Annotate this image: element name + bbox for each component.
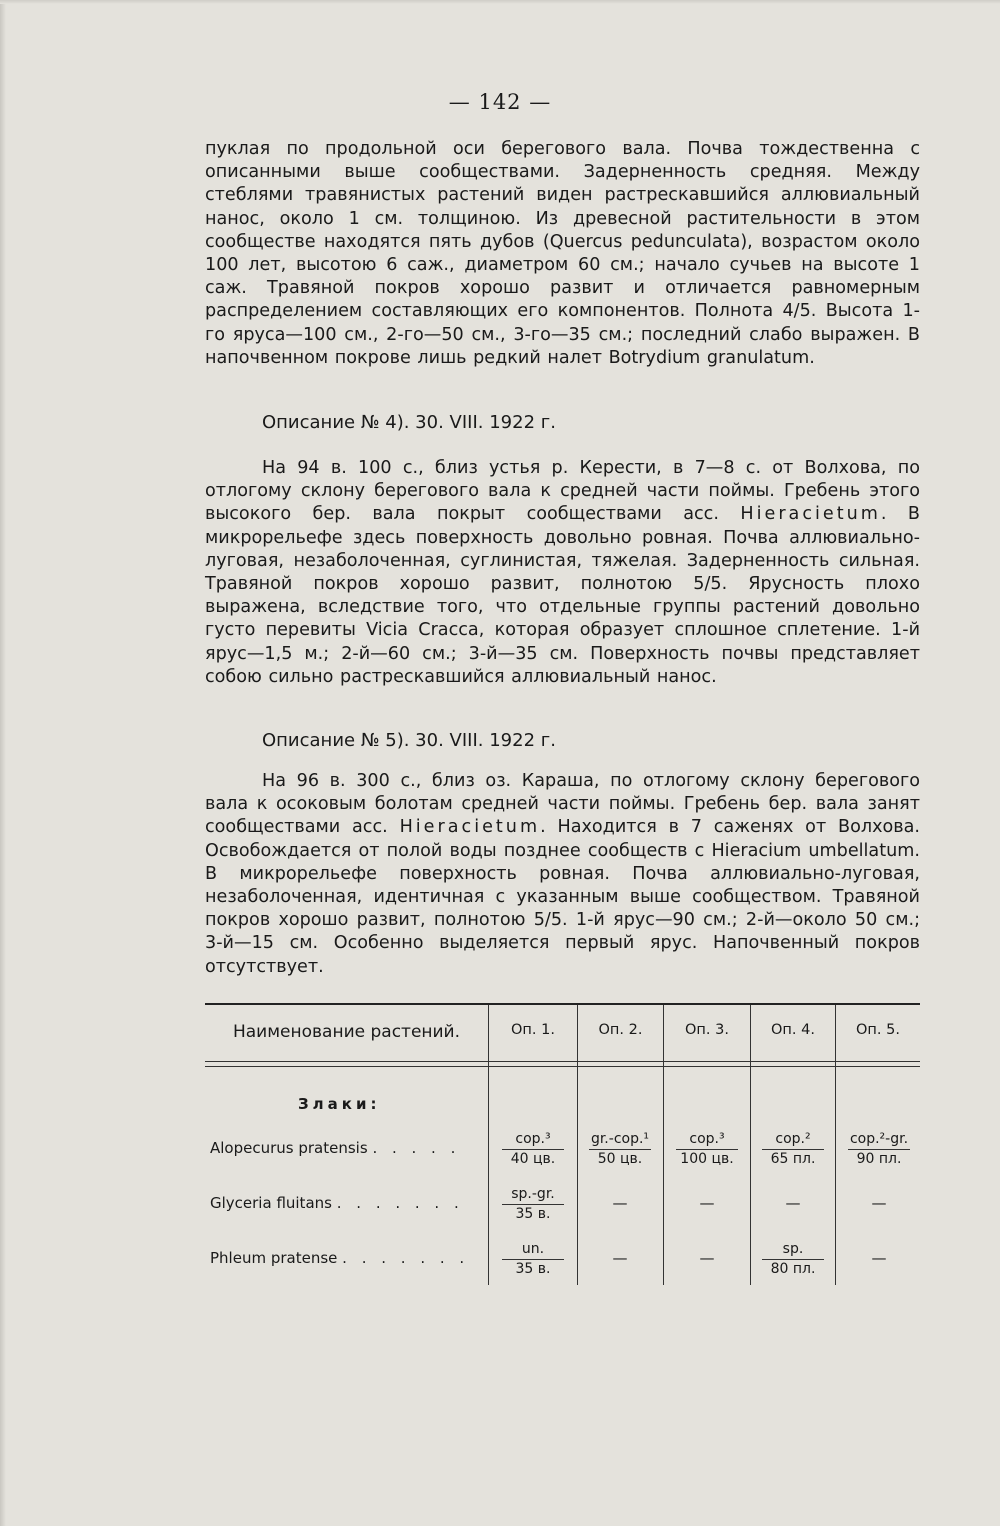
table-cell-empty: — xyxy=(612,1249,628,1267)
cell-height: 80 пл. xyxy=(762,1259,824,1278)
plant-name: Phleum pratense xyxy=(210,1249,338,1267)
paragraph-description-5 xyxy=(205,770,920,979)
cell-height: 65 пл. xyxy=(762,1149,824,1168)
association-name: Hieracietum xyxy=(740,504,881,525)
table-header-rule xyxy=(205,1061,920,1062)
plant-name: Alopecurus pratensis xyxy=(210,1139,368,1157)
cell-height: 90 пл. xyxy=(848,1149,910,1168)
table-header-rule-double xyxy=(205,1066,920,1067)
cell-height: 40 цв. xyxy=(502,1149,564,1168)
paragraph-text: . Находится в 7 саженях от Волхова. Освобождается от полой воды позднее сообществ с Hieracium umbellatum. В микрорельефе поверхность ровная. Почва аллювиально-луговая, незаболоченная, идентичная с указанным выше сообществом. Травяной покров хорошо развит, полнотою 5/5. 1-й ярус—90 см.; 2-й—около 50 см.; 3-й—15 см. Особенно выделяется первый ярус. Напочвенный покров отсутствует. xyxy=(205,817,920,977)
cell-height: 35 в. xyxy=(502,1204,564,1223)
table-cell xyxy=(751,1241,835,1278)
paragraph-text: На 94 в. 100 с., близ устья р. Керести, в 7—8 с. от Волхова, по отлогому склону берегового вала к средней части поймы. Гребень этого высокого бер. вала покрыт сообществами асс. xyxy=(205,458,920,525)
table-column-divider xyxy=(488,1005,489,1285)
paragraph-text: . В микрорельефе здесь поверхность довольно ровная. Почва аллювиально-луговая, незаболоченная, суглинистая, тяжелая. Задерненность сильная. Травяной покров хорошо развит, полнотою 5/5. Ярусность плохо выражена, вследствие того, что отдельные группы растений довольно густо перевиты Vicia Cracca, которая образует сплошное сплетение. 1-й ярус—1,5 м.; 2-й—60 см.; 3-й—35 см. Поверхность почвы представляет собою сильно растрескавшийся аллювиальный нанос. xyxy=(205,504,920,687)
paragraph-text: На 96 в. 300 с., близ оз. Караша, по отлогому склону берегового вала к осоковым болотам средней части поймы. Гребень бер. вала занят сообществами асс. xyxy=(205,771,920,838)
table-cell-empty: — xyxy=(612,1194,628,1212)
table-cell-empty: — xyxy=(699,1194,715,1212)
cell-abundance: un. xyxy=(521,1241,545,1257)
cell-abundance: cop.²-gr. xyxy=(849,1131,909,1147)
table-row-plant-name xyxy=(210,1139,460,1157)
paragraph-description-4 xyxy=(205,457,920,689)
page-edge-shadow xyxy=(0,0,6,1526)
cell-abundance: sp.-gr. xyxy=(511,1186,555,1202)
table-column-divider xyxy=(663,1005,664,1285)
table-row-plant-name xyxy=(210,1249,469,1267)
cell-height: 50 цв. xyxy=(589,1149,651,1168)
leader-dots: . . . . . . . xyxy=(342,1249,470,1267)
leader-dots: . . . . . xyxy=(372,1139,461,1157)
table-cell xyxy=(751,1131,835,1168)
table-cell-empty: — xyxy=(871,1194,887,1212)
table-header-op3: Оп. 3. xyxy=(685,1022,729,1038)
plant-name: Glyceria fluitans xyxy=(210,1194,332,1212)
table-group-heading: Злаки: xyxy=(298,1095,381,1113)
paragraph-continued: пуклая по продольной оси берегового вала. Почва тождественна с описанными выше сообществами. Задерненность средняя. Между стеблями травянистых растений виден растрескавшийся аллювиальный нанос, около 1 см. толщиною. Из древесной растительности в этом сообществе находятся пять дубов (Quercus pedunculata), возрастом около 100 лет, высотою 6 саж., диаметром 60 см.; начало сучьев на высоте 1 саж. Травяной покров хорошо развит и отличается равномерным распределением составляющих его компонентов. Полнота 4/5. Высота 1-го яруса—100 см., 2-го—50 см., 3-го—35 см.; последний слабо выражен. В напочвенном покрове лишь редкий налет Botrydium granulatum. xyxy=(205,139,920,368)
table-cell xyxy=(578,1131,662,1168)
cell-abundance: sp. xyxy=(782,1241,804,1257)
table-top-rule xyxy=(205,1003,920,1005)
table-header-op5: Оп. 5. xyxy=(856,1022,900,1038)
table-cell-empty: — xyxy=(699,1249,715,1267)
cell-abundance: gr.-cop.¹ xyxy=(590,1131,650,1147)
cell-abundance: cop.³ xyxy=(689,1131,725,1147)
table-header-op4: Оп. 4. xyxy=(771,1022,815,1038)
table-cell xyxy=(837,1131,921,1168)
heading-description-4: Описание № 4). 30. VIII. 1922 г. xyxy=(262,412,556,433)
table-cell-empty: — xyxy=(785,1194,801,1212)
heading-description-5: Описание № 5). 30. VIII. 1922 г. xyxy=(262,730,556,751)
table-header-op2: Оп. 2. xyxy=(598,1022,643,1038)
table-column-divider xyxy=(835,1005,836,1285)
association-name: Hieracietum xyxy=(399,817,541,838)
leader-dots: . . . . . . . xyxy=(336,1194,464,1212)
table-cell xyxy=(491,1241,575,1278)
table-row-plant-name xyxy=(210,1194,464,1212)
cell-height: 100 цв. xyxy=(676,1149,738,1168)
table-cell xyxy=(491,1131,575,1168)
table-cell-empty: — xyxy=(871,1249,887,1267)
page-top-shadow xyxy=(0,0,1000,4)
table-header-op1: Оп. 1. xyxy=(511,1022,555,1038)
cell-abundance: cop.² xyxy=(775,1131,811,1147)
table-cell xyxy=(665,1131,749,1168)
table-header-plant-name: Наименование растений. xyxy=(232,1022,461,1042)
table-cell xyxy=(491,1186,575,1223)
cell-abundance: cop.³ xyxy=(515,1131,551,1147)
cell-height: 35 в. xyxy=(502,1259,564,1278)
page-number: — 142 — xyxy=(448,90,552,114)
